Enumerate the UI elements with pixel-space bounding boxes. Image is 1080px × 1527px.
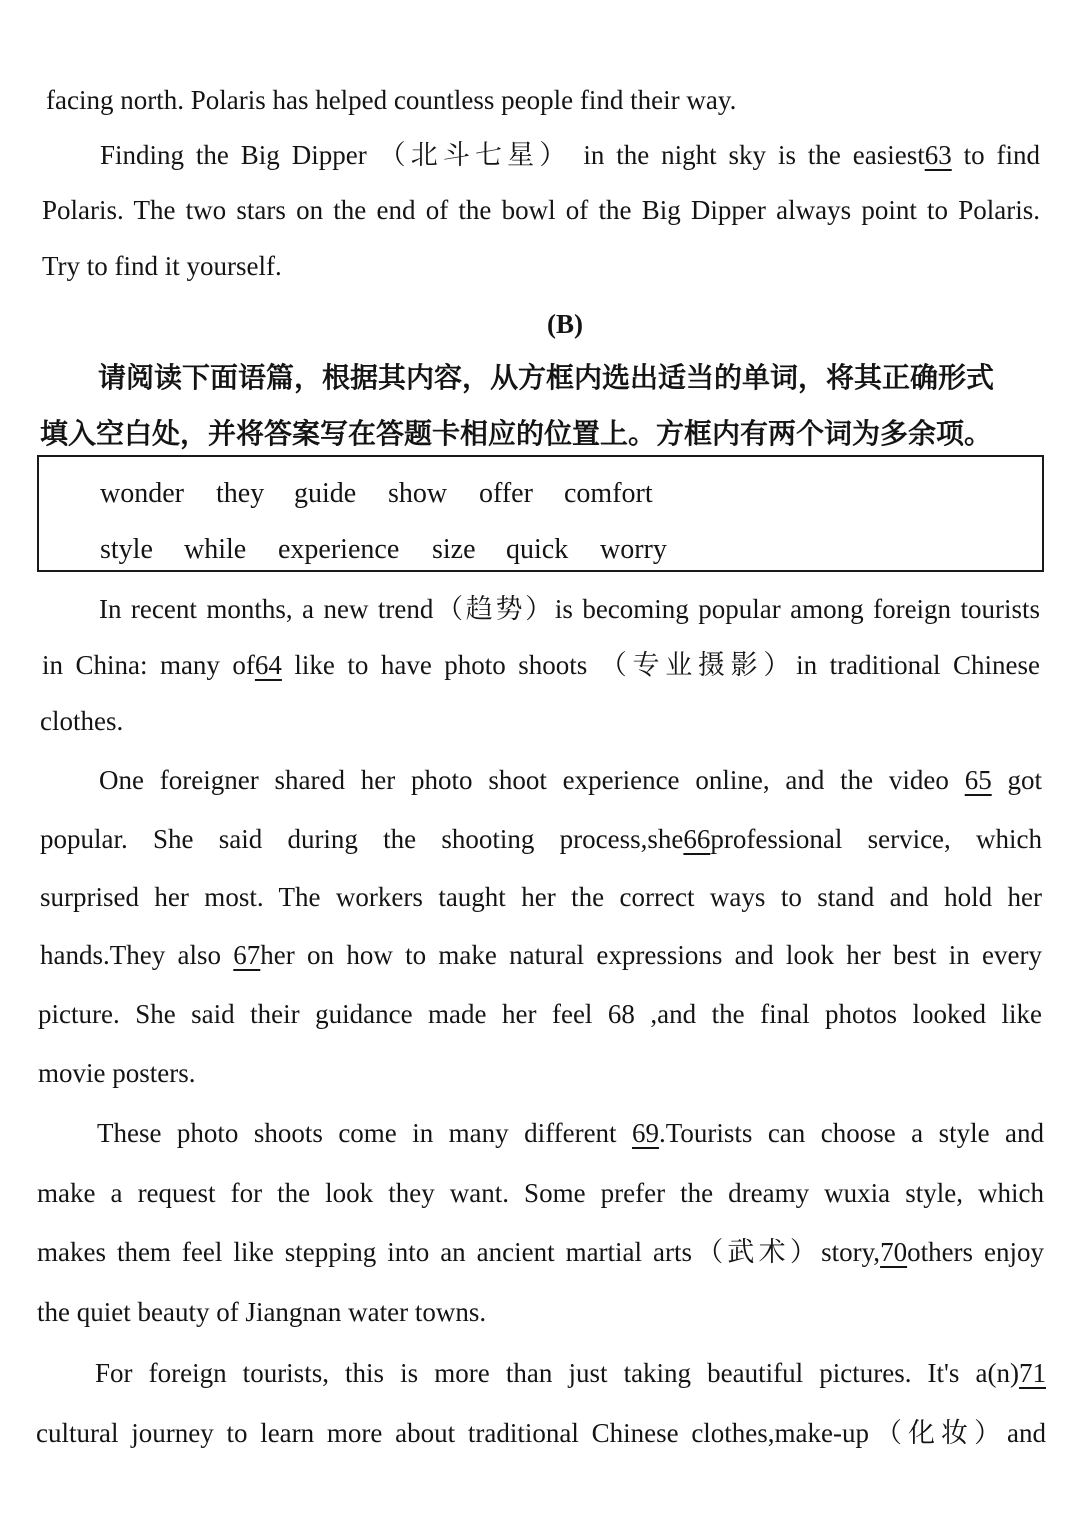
blank-71: 71 [1019,1358,1046,1388]
word-option: comfort [564,478,653,509]
word-option: guide [294,478,357,509]
word-option: experience [278,534,400,565]
text-line: These photo shoots come in many different 69.Tourists can choose a style and [97,1118,1045,1148]
word-option: wonder [100,478,184,509]
blank-66: 66 [683,824,711,854]
text-line: clothes. [40,706,124,736]
text-line: movie posters. [38,1058,196,1088]
word-option: style [100,534,153,565]
word-option: worry [600,534,667,565]
section-heading: (B) [547,309,583,339]
word-option: show [388,478,448,509]
word-option: offer [479,478,533,509]
text-line: cultural journey to learn more about traditional Chinese clothes,make-up（化妆）and [36,1418,1046,1448]
blank-65: 65 [964,765,992,795]
blank-64: 64 [254,650,282,680]
text-line: the quiet beauty of Jiangnan water towns. [37,1297,487,1327]
blank-67: 67 [233,940,261,970]
text-line: For foreign tourists, this is more than just taking beautiful pictures. It's a(n)71 [95,1358,1046,1388]
text-line: One foreigner shared her photo shoot experience online, and the video 65 got [99,765,1043,795]
word-option: they [216,478,265,509]
text-line: makes them feel like stepping into an ancient martial arts（武术）story,70others enjoy [37,1237,1044,1267]
text-line: popular. She said during the shooting process,she66professional service, which [40,824,1043,854]
text-line: Finding the Big Dipper （北斗七星） in the night sky is the easiest63 to find [100,140,1041,170]
text-line: Polaris. The two stars on the end of the bowl of the Big Dipper always point to Polaris. [42,195,1040,225]
blank-63: 63 [924,140,952,170]
instruction-line: 填入空白处，并将答案写在答题卡相应的位置上。方框内有两个词为多余项。 [40,417,993,450]
text-line: Try to find it yourself. [42,251,282,281]
text-line: facing north. Polaris has helped countless people find their way. [46,85,737,115]
blank-70: 70 [880,1237,908,1267]
text-line: hands.They also 67her on how to make natural expressions and look her best in every [40,940,1043,970]
instruction-line: 请阅读下面语篇，根据其内容，从方框内选出适当的单词，将其正确形式 [98,361,995,394]
text-line: picture. She said their guidance made her feel 68 ,and the final photos looked like [38,999,1043,1029]
word-option: while [184,534,247,565]
word-option: quick [506,534,569,565]
word-option: size [432,534,476,565]
text-line: In recent months, a new trend（趋势）is becoming popular among foreign tourists [99,594,1041,624]
text-line: make a request for the look they want. Some prefer the dreamy wuxia style, which [37,1178,1044,1208]
blank-69: 69 [632,1118,660,1148]
text-line: surprised her most. The workers taught her the correct ways to stand and hold her [40,882,1042,912]
blank-68: 68 [607,999,635,1029]
text-line: in China: many of64 like to have photo shoots （专业摄影）in traditional Chinese [42,650,1041,680]
word-box [37,455,1044,572]
